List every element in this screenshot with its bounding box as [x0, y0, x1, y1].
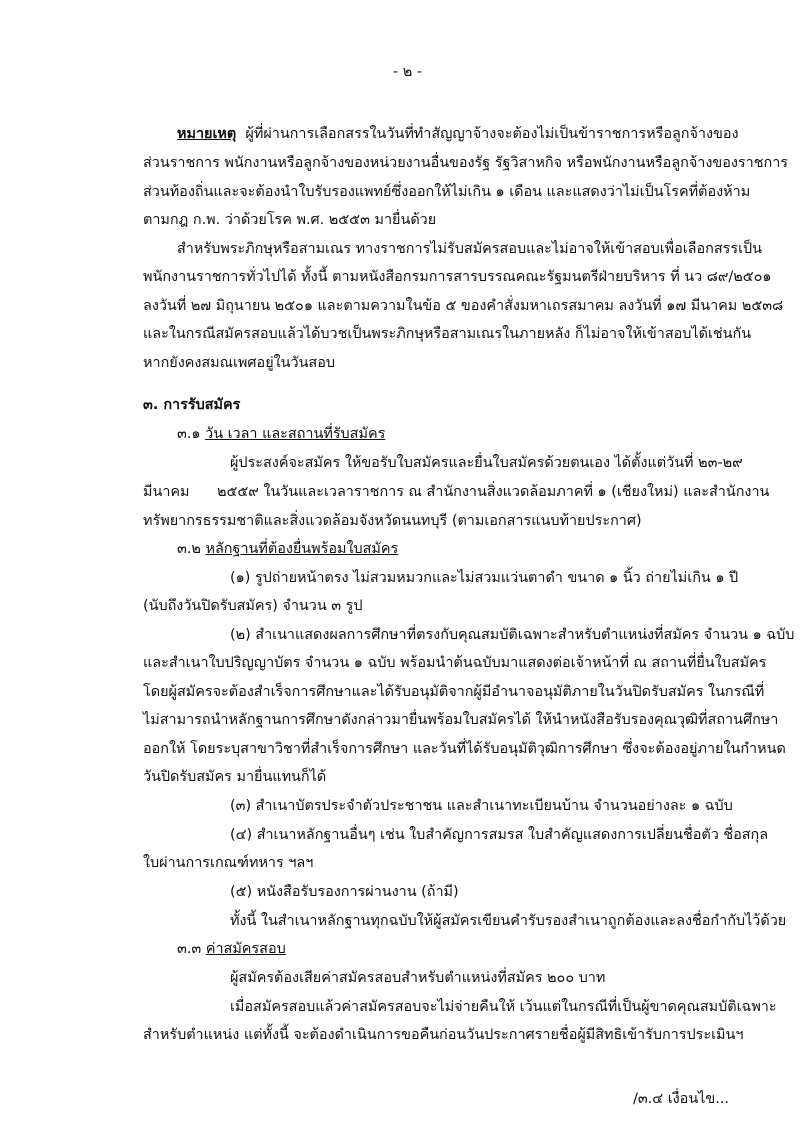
note-line-4: ตามกฎ ก.พ. ว่าด้วยโรค พ.ศ. ๒๕๕๓ มายื่นด้วย — [143, 212, 437, 228]
section-3-heading: ๓. การรับสมัคร — [143, 397, 241, 413]
section-3-2-item-5: (๕) หนังสือรับรองการผ่านงาน (ถ้ามี) — [230, 884, 459, 900]
section-3-2-number: ๓.๒ — [177, 541, 201, 557]
section-3-2-item-4-line-2: ใบผ่านการเกณฑ์ทหาร ฯลฯ — [143, 855, 314, 871]
section-3-1-line-3: ทรัพยากรธรรมชาติและสิ่งแวดล้อมจังหวัดนนทบุรี (ตามเอกสารแนบท้ายประกาศ) — [143, 513, 642, 529]
section-3-2-item-3: (๓) สำเนาบัตรประจำตัวประชาชน และสำเนาทะเบียนบ้าน จำนวนอย่างละ ๑ ฉบับ — [230, 798, 733, 814]
section-3-3-title: ค่าสมัครสอบ — [205, 941, 286, 957]
section-3-2-item-2-line-4: ไม่สามารถนำหลักฐานการศึกษาดังกล่าวมายื่นพร้อมใบสมัครได้ ให้นำหนังสือรับรองคุณวุฒิที่สถานศึกษา — [143, 712, 779, 728]
note-line-2: ส่วนราชการ พนักงานหรือลูกจ้างของหน่วยงานอื่นของรัฐ รัฐวิสาหกิจ หรือพนักงานหรือลูกจ้างของราชการ — [143, 155, 788, 171]
section-3-2-item-2-line-6: วันปิดรับสมัคร มายื่นแทนก็ได้ — [143, 769, 327, 785]
section-3-1-title: วัน เวลา และสถานที่รับสมัคร — [205, 426, 386, 442]
section-3-1-line-2b: ๒๕๕๙ ในวันและเวลาราชการ ณ สำนักงานสิ่งแวดล้อมภาคที่ ๑ (เชียงใหม่) และสำนักงาน — [216, 484, 770, 500]
monk-line-4: และในกรณีสมัครสอบแล้วได้บวชเป็นพระภิกษุหรือสามเณรในภายหลัง ก็ไม่อาจให้เข้าสอบได้เช่นกัน — [143, 326, 752, 342]
section-3-3-line-3: สำหรับตำแหน่ง แต่ทั้งนี้ จะต้องดำเนินการขอคืนก่อนวันประกาศรายชื่อผู้มีสิทธิเข้ารับการประเมินฯ — [143, 1027, 744, 1043]
section-3-1-line-1 — [230, 453, 743, 473]
section-3-2-item-2-line-2: และสำเนาใบปริญญาบัตร จำนวน ๑ ฉบับ พร้อมนำต้นฉบับมาแสดงต่อเจ้าหน้าที่ ณ สถานที่ยื่นใบสมัคร — [143, 655, 767, 671]
section-3-2-note: ทั้งนี้ ในสำเนาหลักฐานทุกฉบับให้ผู้สมัครเขียนคำรับรองสำเนาถูกต้องและลงชื่อกำกับไว้ด้วย — [230, 913, 787, 929]
section-3-2-item-1-line-1: (๑) รูปถ่ายหน้าตรง ไม่สวมหมวกและไม่สวมแว่นตาดำ ขนาด ๑ นิ้ว ถ่ายไม่เกิน ๑ ปี — [230, 570, 739, 586]
page-number: - ๒ - — [393, 64, 423, 80]
section-3-3-line-2: เมื่อสมัครสอบแล้วค่าสมัครสอบจะไม่จ่ายคืนให้ เว้นแต่ในกรณีที่เป็นผู้ขาดคุณสมบัติเฉพาะ — [230, 999, 777, 1015]
monk-line-1: สำหรับพระภิกษุหรือสามเณร ทางราชการไม่รับสมัครสอบและไม่อาจให้เข้าสอบเพื่อเลือกสรรเป็น — [177, 241, 762, 257]
section-3-2-item-2-line-1: (๒) สำเนาแสดงผลการศึกษาที่ตรงกับคุณสมบัติเฉพาะสำหรับตำแหน่งที่สมัคร จำนวน ๑ ฉบับ — [230, 627, 795, 643]
section-3-1-line-1a: ผู้ประสงค์จะสมัคร ให้ขอรับใบสมัครและยื่นใบสมัครด้วยตนเอง ได้ตั้งแต่วันที่ ๒๓ — [230, 455, 718, 471]
section-3-2-item-2-line-3: โดยผู้สมัครจะต้องสำเร็จการศึกษาและได้รับอนุมัติจากผู้มีอำนาจอนุมัติภายในวันปิดรับสมัคร ในกรณีที่ — [143, 684, 765, 700]
section-3-1-line-1b: - — [717, 455, 723, 471]
section-3-2-item-2-line-5: ออกให้ โดยระบุสาขาวิชาที่สำเร็จการศึกษา และวันที่ได้รับอนุมัติวุฒิการศึกษา ซึ่งจะต้องอยู่ภายในกำหนด — [143, 741, 786, 757]
monk-line-5: หากยังคงสมณเพศอยู่ในวันสอบ — [143, 355, 335, 371]
section-3-2-heading — [177, 539, 398, 559]
note-line-1-text: ผู้ที่ผ่านการเลือกสรรในวันที่ทำสัญญาจ้างจะต้องไม่เป็นข้าราชการหรือลูกจ้างของ — [245, 126, 739, 142]
section-3-1-line-2 — [143, 482, 769, 502]
monk-line-2: พนักงานราชการทั่วไปได้ ทั้งนี้ ตามหนังสือกรมการสารบรรณคณะรัฐมนตรีฝ่ายบริหาร ที่ นว ๘๙/๒๕๐๑ — [143, 269, 772, 285]
section-3-3-heading — [177, 939, 286, 959]
note-line-3: ส่วนท้องถิ่นและจะต้องนำใบรับรองแพทย์ซึ่งออกให้ไม่เกิน ๑ เดือน และแสดงว่าไม่เป็นโรคที่ต้องห้าม — [143, 184, 751, 200]
section-3-3-line-1: ผู้สมัครต้องเสียค่าสมัครสอบสำหรับตำแหน่งที่สมัคร ๒๐๐ บาท — [230, 970, 606, 986]
section-3-1-line-2a: มีนาคม — [143, 484, 190, 500]
continuation-note: /๓.๔ เงื่อนไข... — [633, 1091, 729, 1107]
monk-line-3: ลงวันที่ ๒๗ มิถุนายน ๒๕๐๑ และตามความในข้อ ๕ ของคำสั่งมหาเถรสมาคม ลงวันที่ ๑๗ มีนาคม ๒๕๓๘ — [143, 298, 784, 314]
section-3-2-item-1-line-2: (นับถึงวันปิดรับสมัคร) จำนวน ๓ รูป — [143, 598, 363, 614]
section-3-2-title: หลักฐานที่ต้องยื่นพร้อมใบสมัคร — [205, 541, 399, 557]
note-label: หมายเหตุ — [177, 126, 237, 142]
section-3-1-line-1c: ๒๙ — [722, 455, 743, 471]
section-3-1-heading — [177, 424, 385, 444]
note-line-1 — [177, 124, 739, 144]
section-3-3-number: ๓.๓ — [177, 941, 202, 957]
section-3-2-item-4-line-1: (๔) สำเนาหลักฐานอื่นๆ เช่น ใบสำคัญการสมรส ใบสำคัญแสดงการเปลี่ยนชื่อตัว ชื่อสกุล — [230, 827, 769, 843]
section-3-1-number: ๓.๑ — [177, 426, 201, 442]
